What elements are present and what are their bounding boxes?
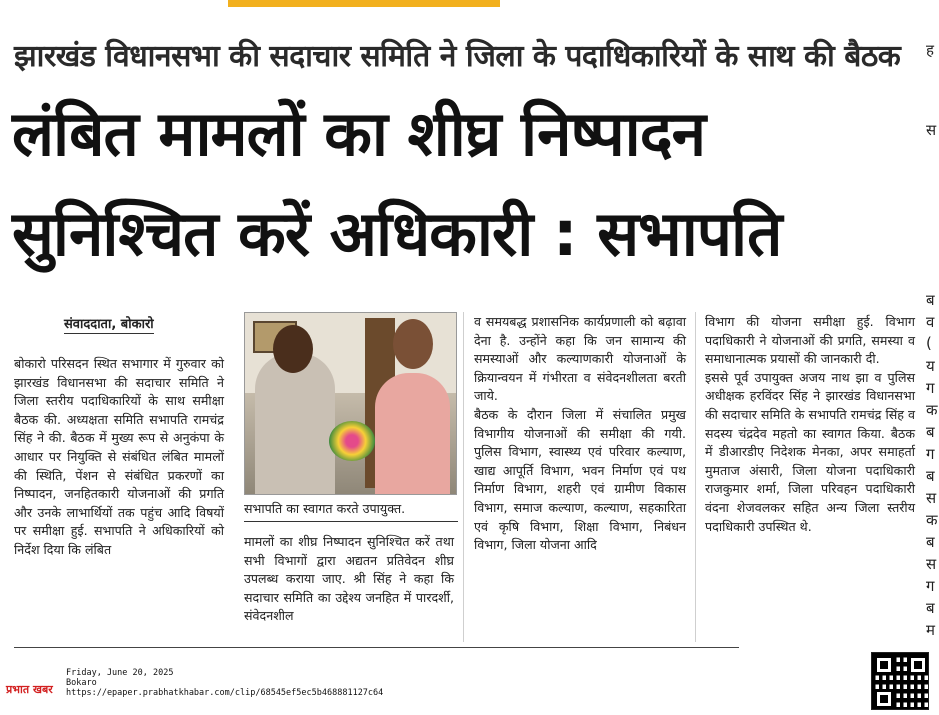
qr-code-icon[interactable] [871, 652, 929, 710]
column-3-para-1: व समयबद्ध प्रशासनिक कार्यप्रणाली को बढ़ावा देना है. उन्होंने कहा कि जन सामान्य की समस्याओं और कल्याणकारी योजनाओं के क्रियान्वयन में गंभीरता व संवेदनशीलता बरती जाये. [474, 314, 686, 404]
column-4-para-2: इससे पूर्व उपायुक्त अजय नाथ झा व पुलिस अधीक्षक हरविंदर सिंह ने झारखंड विधानसभा की सदाचार समिति के सभापति रामचंद्र सिंह व सदस्य चंद्रदेव महतो का स्वागत किया. बैठक में डीआरडीए निदेशक मेनका, अपर समाहर्ता मुमताज अंसारी, जिला योजना पदाधिकारी राजकुमार शर्मा, जिला परिवहन पदाधिकारी वंदना शेजवलकर सहित अन्य जिला स्तरीय पदाधिकारी उपस्थित थे. [705, 369, 915, 534]
top-accent-bar [228, 0, 500, 7]
article-column-2 [244, 533, 454, 626]
headline-line-2: सुनिश्चित करें अधिकारी : सभापति [12, 197, 782, 270]
clip-url[interactable]: https://epaper.prabhatkhabar.com/clip/68545ef5ec5b468881127c64 [66, 688, 384, 698]
headline-line-1: लंबित मामलों का शीघ्र निष्पादन [12, 97, 706, 170]
news-photo [244, 312, 457, 495]
article-column-1 [14, 355, 224, 560]
column-4-para-1: विभाग की योजना समीक्षा हुई. विभाग पदाधिकारी ने योजनाओं की प्रगति, समस्या व समाधानात्मक प्रयासों की जानकारी दी. [705, 314, 915, 367]
adjacent-article-fragment: ह स ब व ( य ग क ब ग ब स क ब स ग ब म [926, 41, 938, 639]
kicker-headline: झारखंड विधानसभा की सदाचार समिति ने जिला के पदाधिकारियों के साथ की बैठक [14, 39, 901, 74]
column-divider [463, 312, 464, 642]
article-column-4 [705, 313, 915, 536]
publisher-logo: प्रभात खबर [6, 683, 53, 696]
column-3-para-2: बैठक के दौरान जिला में संचालित प्रमुख विभागीय योजनाओं की समीक्षा की गयी. पुलिस विभाग, स्वास्थ्य एवं परिवार कल्याण, खाद्य आपूर्ति विभाग, भवन निर्माण एवं पथ निर्माण विभाग, शहरी एवं ग्रामीण विकास विभाग, समाज कल्याण, कल्याण, सहकारिता एवं कृषि विभाग, शिक्षा विभाग, निबंधन विभाग, जिला योजना आदि [474, 406, 686, 553]
clip-edition: Bokaro [66, 678, 97, 688]
clip-date: Friday, June 20, 2025 [66, 668, 174, 678]
column-1-text: बोकारो परिसदन स्थित सभागार में गुरुवार को झारखंड विधानसभा की सदाचार समिति ने जिला स्तरीय पदाधिकारियों के साथ समीक्षा बैठक की. अध्यक्षता समिति सभापति रामचंद्र सिंह ने की. बैठक में मुख्य रूप से अनुकंपा के आधार पर नियुक्ति से संबंधित लंबित मामलों की स्थिति, पेंशन से संबंधित प्रकरणों का निष्पादन, जनहितकारी योजनाओं की प्रगति और उनके लाभार्थियों तक पहुंच आदि विषयों पर समीक्षा हुई. सभापति ने अधिकारियों को निर्देश दिया कि लंबित [14, 356, 224, 557]
byline: संवाददाता, बोकारो [64, 314, 154, 334]
column-divider [695, 312, 696, 642]
photo-caption: सभापति का स्वागत करते उपायुक्त. [244, 500, 458, 522]
column-2-text: मामलों का शीघ्र निष्पादन सुनिश्चित करें तथा सभी विभागों द्वारा अद्यतन प्रतिवेदन शीघ्र उपलब्ध कराया जाए. श्री सिंह ने कहा कि सदाचार समिति का उद्देश्य जनहित में पारदर्शी, संवेदनशील [244, 534, 454, 624]
article-column-3 [474, 313, 686, 555]
footer-rule [14, 647, 739, 648]
bouquet-icon [329, 421, 375, 461]
clip-metadata [66, 668, 383, 698]
